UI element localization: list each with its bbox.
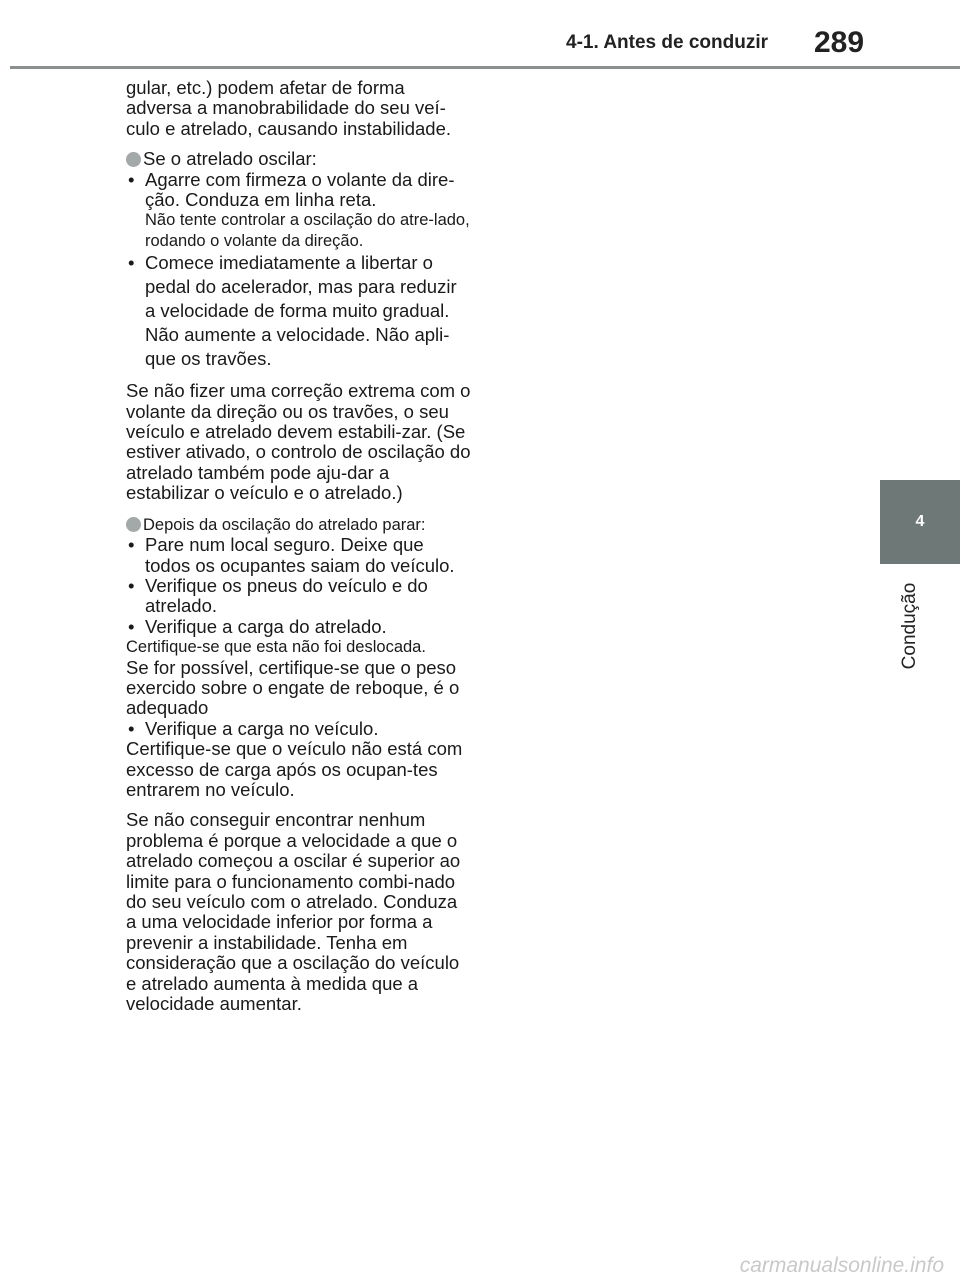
intro-paragraph: gular, etc.) podem afetar de forma adversa a manobrabilidade do seu veí-culo e atrelado, causando instabilidade. — [126, 77, 452, 139]
vehicle-load-note: Certifique-se que o veículo não está com excesso de carga após os ocupan-tes entrarem no veículo. — [126, 738, 463, 800]
list-item: • Verifique a carga do atrelado. — [128, 615, 387, 637]
chapter-number: 4 — [915, 513, 925, 530]
stabilize-paragraph: Se não fizer uma correção extrema com o volante da direção ou os travões, o seu veículo e atrelado devem estabili-zar. (Se estiver ativado, o controlo de oscilação do atrelado também pode aju-dar a estabilizar o veículo e o atrelado.) — [126, 380, 471, 504]
bullet-marker: • — [128, 534, 135, 556]
bullet-section-oscillation — [126, 149, 471, 371]
list-item: • Agarre com firmeza o volante da dire-ção. Conduza em linha reta. — [128, 168, 455, 211]
list-item: • Pare num local seguro. Deixe que todos os ocupantes saiam do veículo. — [128, 534, 455, 576]
load-note: Se for possível, certifique-se que o peso exercido sobre o engate de reboque, é o adequado — [126, 656, 460, 719]
bullet-dot-icon — [126, 152, 141, 167]
bullet-marker: • — [128, 574, 135, 596]
list-item: • Comece imediatamente a libertar o pedal do acelerador, mas para reduzir a velocidade de forma muito gradual. Não aumente a velocidade. Não apli-que os travões. — [128, 252, 457, 370]
bullet-marker: • — [128, 615, 135, 637]
bullet-section-after — [126, 514, 471, 801]
bullet-heading: Depois da oscilação do atrelado parar: — [126, 514, 471, 535]
bullet-marker: • — [128, 168, 135, 190]
list-item: • Verifique a carga no veículo. — [128, 717, 379, 739]
load-note-small: Certifique-se que esta não foi deslocada. — [126, 638, 426, 657]
section-title: 4-1. Antes de conduzir — [566, 32, 768, 53]
page-content — [126, 78, 471, 1024]
header-rule — [10, 66, 960, 69]
bullet-dot-icon — [126, 517, 141, 532]
chapter-label: Condução — [899, 582, 920, 670]
list-item-note: Não tente controlar a oscilação do atre-lado, rodando o volante da direção. — [145, 211, 470, 250]
bullet-heading: Se o atrelado oscilar: — [126, 149, 471, 169]
list-item: • Verifique os pneus do veículo e do atrelado. — [128, 574, 428, 617]
chapter-tab[interactable] — [880, 480, 960, 564]
speed-paragraph: Se não conseguir encontrar nenhum problema é porque a velocidade a que o atrelado começou a oscilar é superior ao limite para o funcionamento combi-nado do seu veículo com o atrelado. Conduza a uma velocidade inferior por forma a prevenir a instabilidade. Tenha em consideração que a oscilação do veículo e atrelado aumenta à medida que a velocidade aumentar. — [126, 809, 461, 1015]
watermark: carmanualsonline.info — [739, 1254, 944, 1277]
page-number: 289 — [814, 26, 865, 59]
bullet-marker: • — [128, 252, 135, 274]
bullet-marker: • — [128, 717, 135, 739]
